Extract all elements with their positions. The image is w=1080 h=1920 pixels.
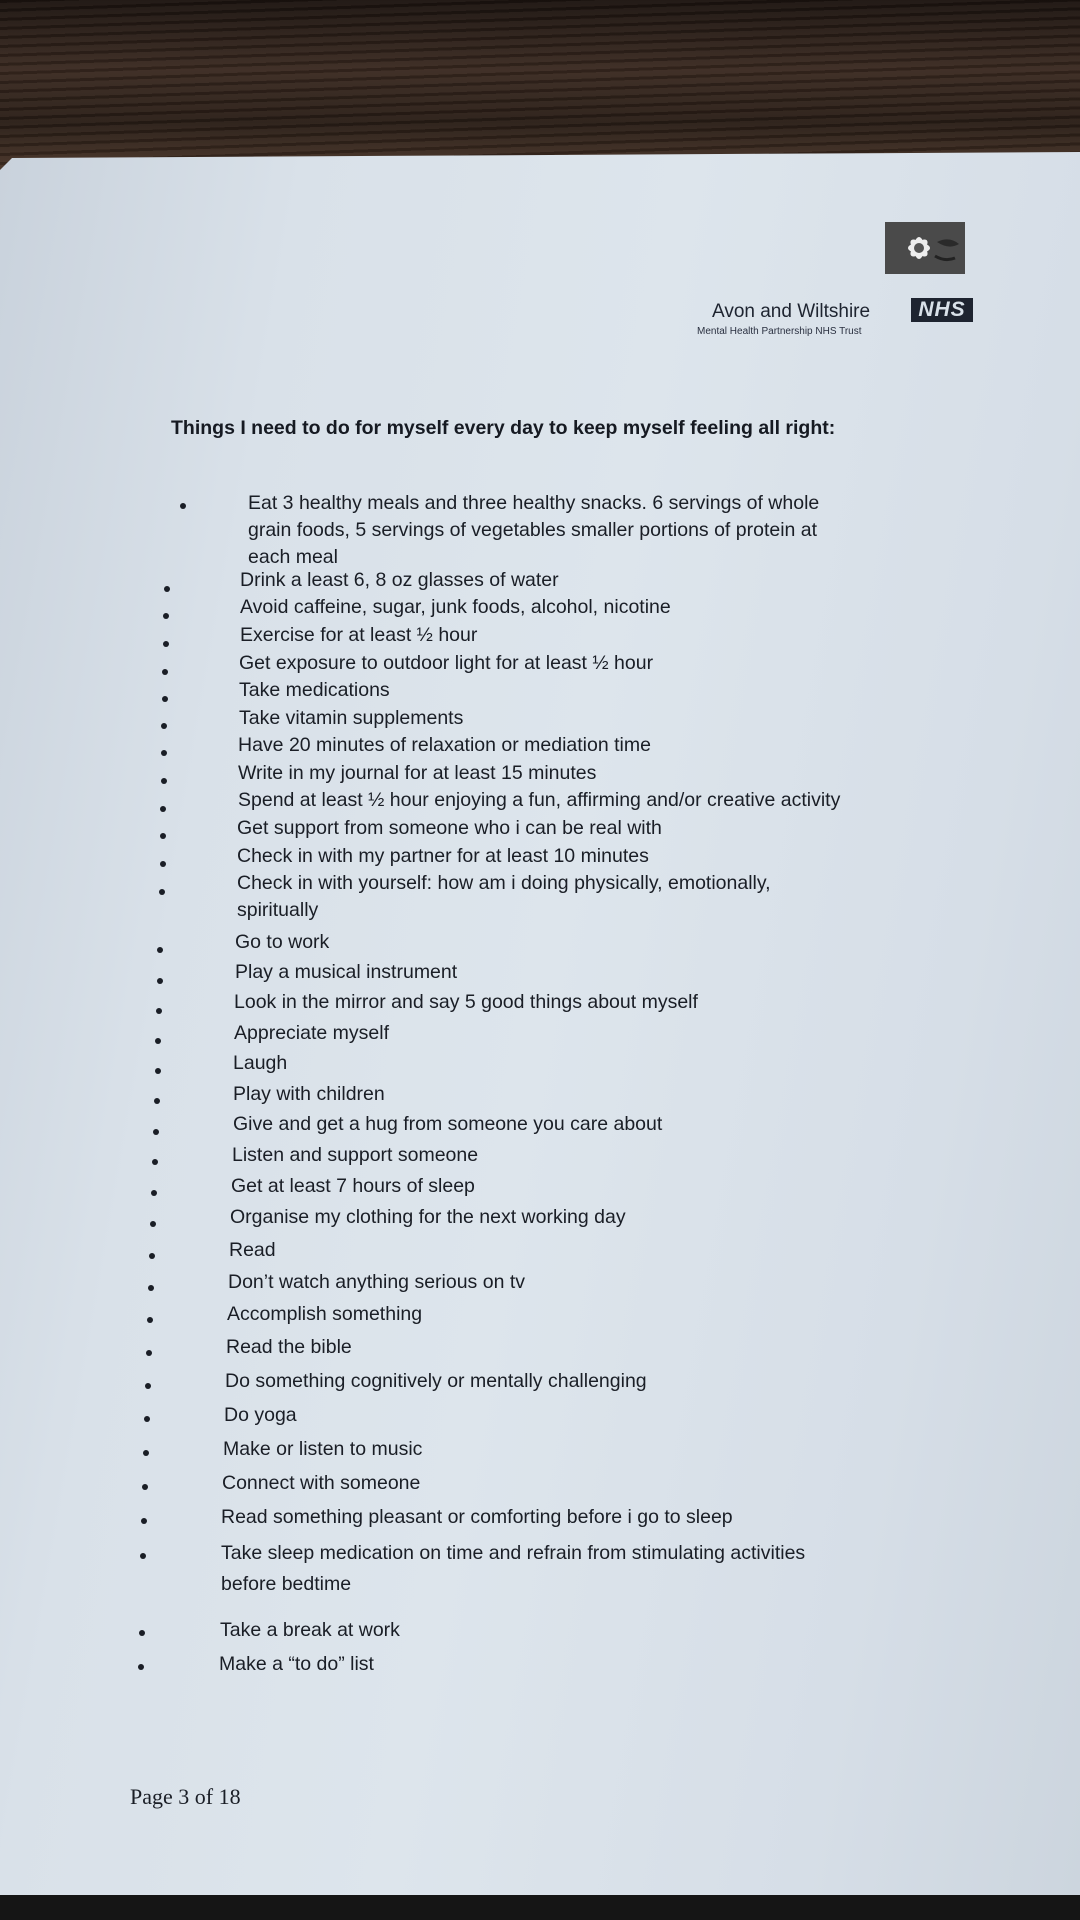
list-item: Write in my journal for at least 15 minutes bbox=[238, 762, 597, 784]
list-item: Take vitamin supplements bbox=[239, 707, 464, 729]
list-item: Read bbox=[229, 1239, 276, 1261]
list-item: Avoid caffeine, sugar, junk foods, alcohol, nicotine bbox=[240, 596, 671, 618]
bullet-point bbox=[157, 947, 163, 953]
list-item: before bedtime bbox=[221, 1573, 352, 1595]
page-number: Page 3 of 18 bbox=[130, 1784, 241, 1809]
list-item: Drink a least 6, 8 oz glasses of water bbox=[240, 569, 559, 591]
list-item: Read something pleasant or comforting before i go to sleep bbox=[221, 1506, 733, 1528]
bullet-point bbox=[160, 861, 166, 867]
bullet-point bbox=[141, 1518, 147, 1524]
list-item: Appreciate myself bbox=[234, 1022, 389, 1044]
list-item: Connect with someone bbox=[222, 1472, 421, 1494]
list-item: Accomplish something bbox=[227, 1303, 423, 1325]
bullet-point bbox=[140, 1553, 146, 1559]
organization-subtitle: Mental Health Partnership NHS Trust bbox=[697, 326, 862, 337]
list-item: Look in the mirror and say 5 good things about myself bbox=[234, 991, 698, 1013]
bullet-point bbox=[152, 1159, 158, 1165]
bullet-point bbox=[145, 1383, 151, 1389]
bullet-point bbox=[147, 1317, 153, 1323]
list-item: Listen and support someone bbox=[232, 1144, 479, 1166]
list-item: Have 20 minutes of relaxation or mediation time bbox=[238, 734, 651, 756]
list-item: Do yoga bbox=[224, 1404, 297, 1426]
bullet-point bbox=[153, 1129, 159, 1135]
list-item: Do something cognitively or mentally challenging bbox=[225, 1370, 647, 1392]
list-item: Play with children bbox=[233, 1083, 385, 1105]
list-item: spiritually bbox=[237, 899, 319, 921]
list-item: Play a musical instrument bbox=[235, 961, 458, 983]
bullet-point bbox=[151, 1190, 157, 1196]
bullet-point bbox=[161, 723, 167, 729]
organization-name: Avon and Wiltshire bbox=[712, 301, 871, 322]
list-item: Take sleep medication on time and refrain from stimulating activities bbox=[221, 1542, 806, 1564]
bullet-point bbox=[163, 613, 169, 619]
list-item: each meal bbox=[248, 546, 338, 568]
bullet-point bbox=[143, 1450, 149, 1456]
list-item: Go to work bbox=[235, 931, 330, 953]
bullet-point bbox=[162, 696, 168, 702]
bullet-point bbox=[138, 1664, 144, 1670]
list-item: Organise my clothing for the next working day bbox=[230, 1206, 626, 1228]
list-item: Laugh bbox=[233, 1052, 288, 1074]
bullet-point bbox=[146, 1350, 152, 1356]
list-item: Check in with my partner for at least 10 minutes bbox=[237, 845, 649, 867]
wooden-table-background bbox=[0, 0, 1080, 175]
list-item: Read the bible bbox=[226, 1336, 352, 1358]
bullet-point bbox=[160, 833, 166, 839]
bullet-point bbox=[155, 1068, 161, 1074]
list-item: Check in with yourself: how am i doing physically, emotionally, bbox=[237, 872, 771, 894]
bullet-point bbox=[144, 1416, 150, 1422]
page-heading: Things I need to do for myself every day to keep myself feeling all right: bbox=[171, 417, 836, 439]
bottom-edge bbox=[0, 1895, 1080, 1920]
bullet-point bbox=[150, 1221, 156, 1227]
list-item: Make or listen to music bbox=[223, 1438, 423, 1460]
bullet-point bbox=[163, 641, 169, 647]
bullet-point bbox=[154, 1098, 160, 1104]
nhs-logo: NHS bbox=[911, 298, 973, 322]
bullet-point bbox=[161, 778, 167, 784]
list-item: Get support from someone who i can be real with bbox=[237, 817, 662, 839]
list-item: Eat 3 healthy meals and three healthy snacks. 6 servings of whole bbox=[248, 492, 820, 514]
document-page bbox=[0, 152, 1080, 1895]
list-item: Don’t watch anything serious on tv bbox=[228, 1271, 525, 1293]
list-item: Take a break at work bbox=[220, 1619, 400, 1641]
sunflower-logo-icon bbox=[885, 222, 965, 274]
bullet-point bbox=[160, 806, 166, 812]
list-item: Spend at least ½ hour enjoying a fun, affirming and/or creative activity bbox=[238, 789, 841, 811]
bullet-point bbox=[139, 1630, 145, 1636]
bullet-point bbox=[155, 1038, 161, 1044]
bullet-point bbox=[149, 1253, 155, 1259]
list-item: grain foods, 5 servings of vegetables smaller portions of protein at bbox=[248, 519, 818, 541]
bullet-point bbox=[161, 750, 167, 756]
list-item: Exercise for at least ½ hour bbox=[240, 624, 478, 646]
bullet-point bbox=[164, 586, 170, 592]
list-item: Give and get a hug from someone you care about bbox=[233, 1113, 663, 1135]
list-item: Take medications bbox=[239, 679, 390, 701]
bullet-point bbox=[157, 978, 163, 984]
list-item: Make a “to do” list bbox=[219, 1653, 374, 1675]
bullet-point bbox=[159, 889, 165, 895]
list-item: Get exposure to outdoor light for at least ½ hour bbox=[239, 652, 654, 674]
list-item: Get at least 7 hours of sleep bbox=[231, 1175, 475, 1197]
bullet-point bbox=[162, 669, 168, 675]
bullet-point bbox=[180, 503, 186, 509]
bullet-point bbox=[142, 1484, 148, 1490]
bullet-point bbox=[148, 1285, 154, 1291]
bullet-point bbox=[156, 1008, 162, 1014]
